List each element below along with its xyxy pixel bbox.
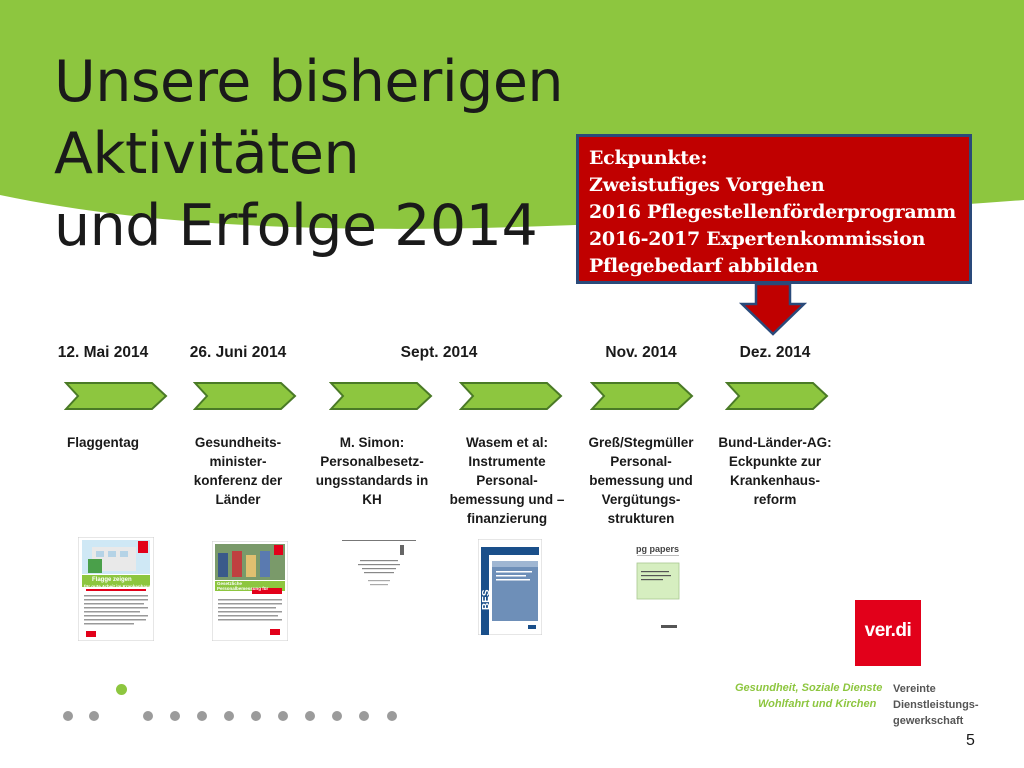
- simon-paper-thumbnail: [340, 538, 418, 602]
- page-number: 5: [966, 732, 975, 749]
- timeline-arrow-icon: [64, 381, 168, 411]
- flaggentag-flyer-thumbnail: [78, 537, 154, 641]
- gray-dot-icon: [359, 711, 369, 721]
- timeline-arrow-icon: [329, 381, 433, 411]
- gray-dot-icon: [387, 711, 397, 721]
- timeline-description: Flaggentag: [66, 435, 139, 450]
- gray-dot-icon: [251, 711, 261, 721]
- gmk-heading: Gesetzliche Personalbemessung für Krankenhäuser: [217, 581, 269, 596]
- title-line-2: und Erfolge 2014: [54, 193, 538, 259]
- callout-box: [576, 134, 972, 284]
- callout-line: 2016 Pflegestellenförderprogramm: [589, 201, 956, 223]
- pg-papers-thumbnail: [633, 541, 683, 633]
- gray-dot-icon: [332, 711, 342, 721]
- pg-papers-label: pg papers: [636, 544, 680, 554]
- logo-tagline-1: Gesundheit, Soziale Dienste: [735, 682, 883, 694]
- timeline-date: Nov. 2014: [605, 344, 677, 361]
- timeline-date: Dez. 2014: [739, 344, 811, 361]
- gray-dot-icon: [305, 711, 315, 721]
- gray-dot-icon: [170, 711, 180, 721]
- timeline-description: M. Simon: Personalbesetz-ungsstandards in KH: [315, 435, 429, 507]
- timeline-date: Sept. 2014: [400, 344, 478, 361]
- organization-name: [893, 681, 979, 729]
- flag-subheading: für gute Arbeit im Krankenhaus!: [84, 584, 153, 589]
- timeline-arrow-icon: [590, 381, 694, 411]
- green-dot-icon: [116, 684, 127, 695]
- timeline-description: Gesundheits-minister-konferenz der Länder: [193, 435, 283, 507]
- logo-tagline-2: Wohlfahrt und Kirchen: [758, 698, 877, 710]
- flag-heading: Flagge zeigen: [92, 577, 132, 583]
- timeline-description: Greß/Stegmüller Personal-bemessung und Vergütungs-strukturen: [588, 435, 694, 526]
- gray-dot-icon: [143, 711, 153, 721]
- timeline-date: 12. Mai 2014: [57, 344, 149, 361]
- timeline-arrow-icon: [725, 381, 829, 411]
- callout-line: 2016-2017 Expertenkommission: [589, 228, 926, 250]
- bes-label: BES: [481, 589, 492, 610]
- timeline-arrow-icon: [193, 381, 297, 411]
- callout-line: Eckpunkte:: [589, 147, 708, 169]
- verdi-logo-text: ver.di: [864, 620, 912, 641]
- org-line: Dienstleistungs-: [893, 699, 979, 711]
- timeline-date: 26. Juni 2014: [189, 344, 287, 361]
- gray-dot-icon: [224, 711, 234, 721]
- timeline-description: Wasem et al: Instrumente Personal-bemessung und – finanzierung: [449, 435, 565, 526]
- callout-line: Pflegebedarf abbilden: [589, 255, 819, 277]
- down-arrow-icon: [738, 282, 808, 338]
- title-line-1: Unsere bisherigen Aktivitäten: [54, 49, 564, 187]
- org-line: Vereinte: [893, 683, 936, 695]
- timeline-arrow-icon: [459, 381, 563, 411]
- gray-dot-icon: [89, 711, 99, 721]
- gray-dot-icon: [197, 711, 207, 721]
- callout-line: Zweistufiges Vorgehen: [589, 174, 825, 196]
- gray-dot-icon: [278, 711, 288, 721]
- org-line: gewerkschaft: [893, 715, 964, 727]
- timeline-description: Bund-Länder-AG: Eckpunkte zur Krankenhaus-reform: [718, 435, 832, 507]
- verdi-logo: [855, 600, 921, 666]
- page-title: [54, 46, 614, 262]
- gray-dot-icon: [63, 711, 73, 721]
- wasem-paper-thumbnail: [478, 539, 542, 635]
